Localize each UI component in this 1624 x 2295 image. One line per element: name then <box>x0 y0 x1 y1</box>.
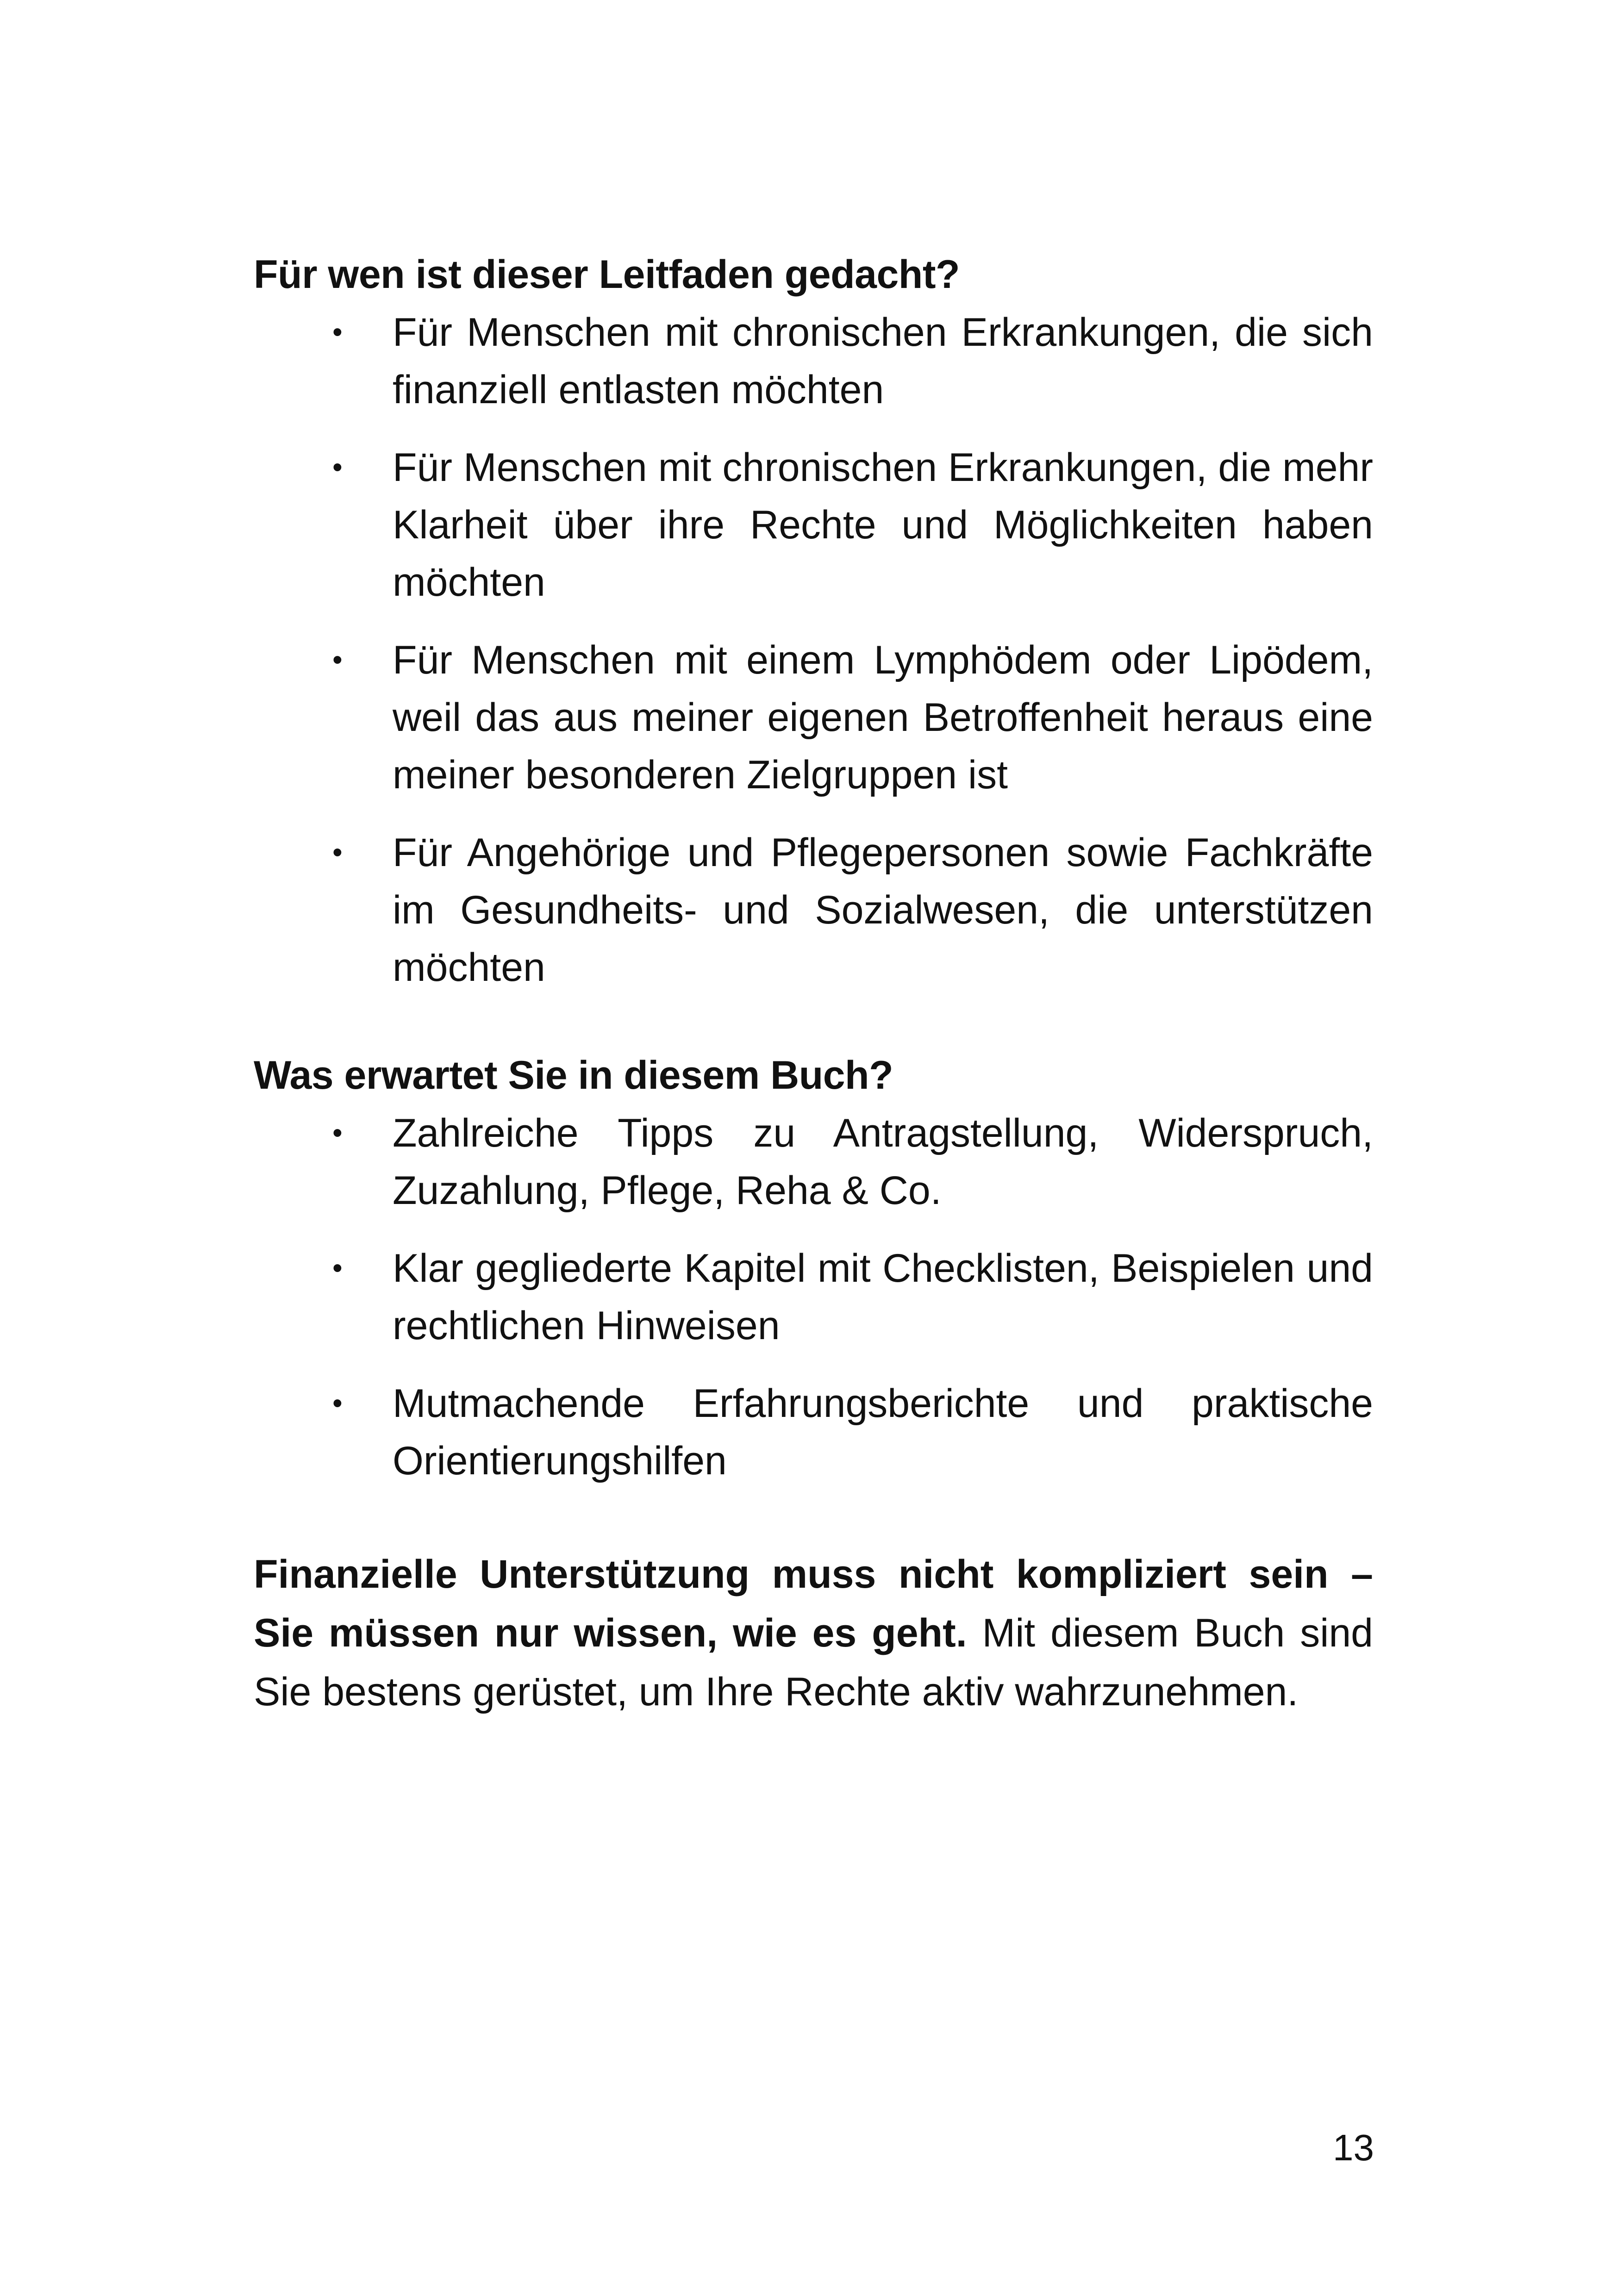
list-item-text: Für Menschen mit einem Lymphödem oder Lipödem, weil das aus meiner eigenen Betroffenheit heraus eine meiner besonderen Zielgruppen ist <box>393 638 1373 797</box>
bullet-icon: • <box>332 1252 343 1284</box>
target-audience-list <box>254 304 1373 996</box>
page-content <box>254 245 1373 1761</box>
section-heading-target-audience: Für wen ist dieser Leitfaden gedacht? <box>254 252 960 297</box>
list-item-text: Mutmachende Erfahrungsberichte und praktische Orientierungshilfen <box>393 1381 1373 1483</box>
bullet-icon: • <box>332 644 343 676</box>
list-item <box>254 1240 1373 1354</box>
list-item <box>254 631 1373 804</box>
list-item <box>254 439 1373 611</box>
book-contents-list <box>254 1104 1373 1490</box>
section-heading-book-contents: Was erwartet Sie in diesem Buch? <box>254 1053 893 1098</box>
bullet-icon: • <box>332 1387 343 1419</box>
bullet-icon: • <box>332 316 343 348</box>
list-item <box>254 1375 1373 1490</box>
list-item-text: Für Angehörige und Pflegepersonen sowie Fachkräfte im Gesundheits- und Sozialwesen, die unterstützen möchten <box>393 830 1373 990</box>
list-item <box>254 824 1373 996</box>
bullet-icon: • <box>332 836 343 868</box>
bullet-icon: • <box>332 451 343 483</box>
list-item <box>254 1104 1373 1219</box>
closing-paragraph <box>254 1545 1373 1721</box>
closing-regular-text: Mit diesem Buch sind Sie bestens gerüstet, um Ihre Rechte aktiv wahrzunehmen. <box>254 1611 1373 1714</box>
page-number: 13 <box>1333 2127 1374 2168</box>
closing-bold-text: Finanzielle Unterstützung muss nicht kompliziert sein – Sie müssen nur wissen, wie es geht. <box>254 1552 1373 1655</box>
list-item <box>254 304 1373 418</box>
list-item-text: Für Menschen mit chronischen Erkrankungen, die sich finanziell entlasten möchten <box>393 310 1373 412</box>
list-item-text: Zahlreiche Tipps zu Antragstellung, Widerspruch, Zuzahlung, Pflege, Reha & Co. <box>393 1111 1373 1213</box>
list-item-text: Für Menschen mit chronischen Erkrankungen, die mehr Klarheit über ihre Rechte und Möglichkeiten haben möchten <box>393 445 1373 605</box>
list-item-text: Klar gegliederte Kapitel mit Checklisten, Beispielen und rechtlichen Hinweisen <box>393 1246 1373 1348</box>
bullet-icon: • <box>332 1117 343 1149</box>
